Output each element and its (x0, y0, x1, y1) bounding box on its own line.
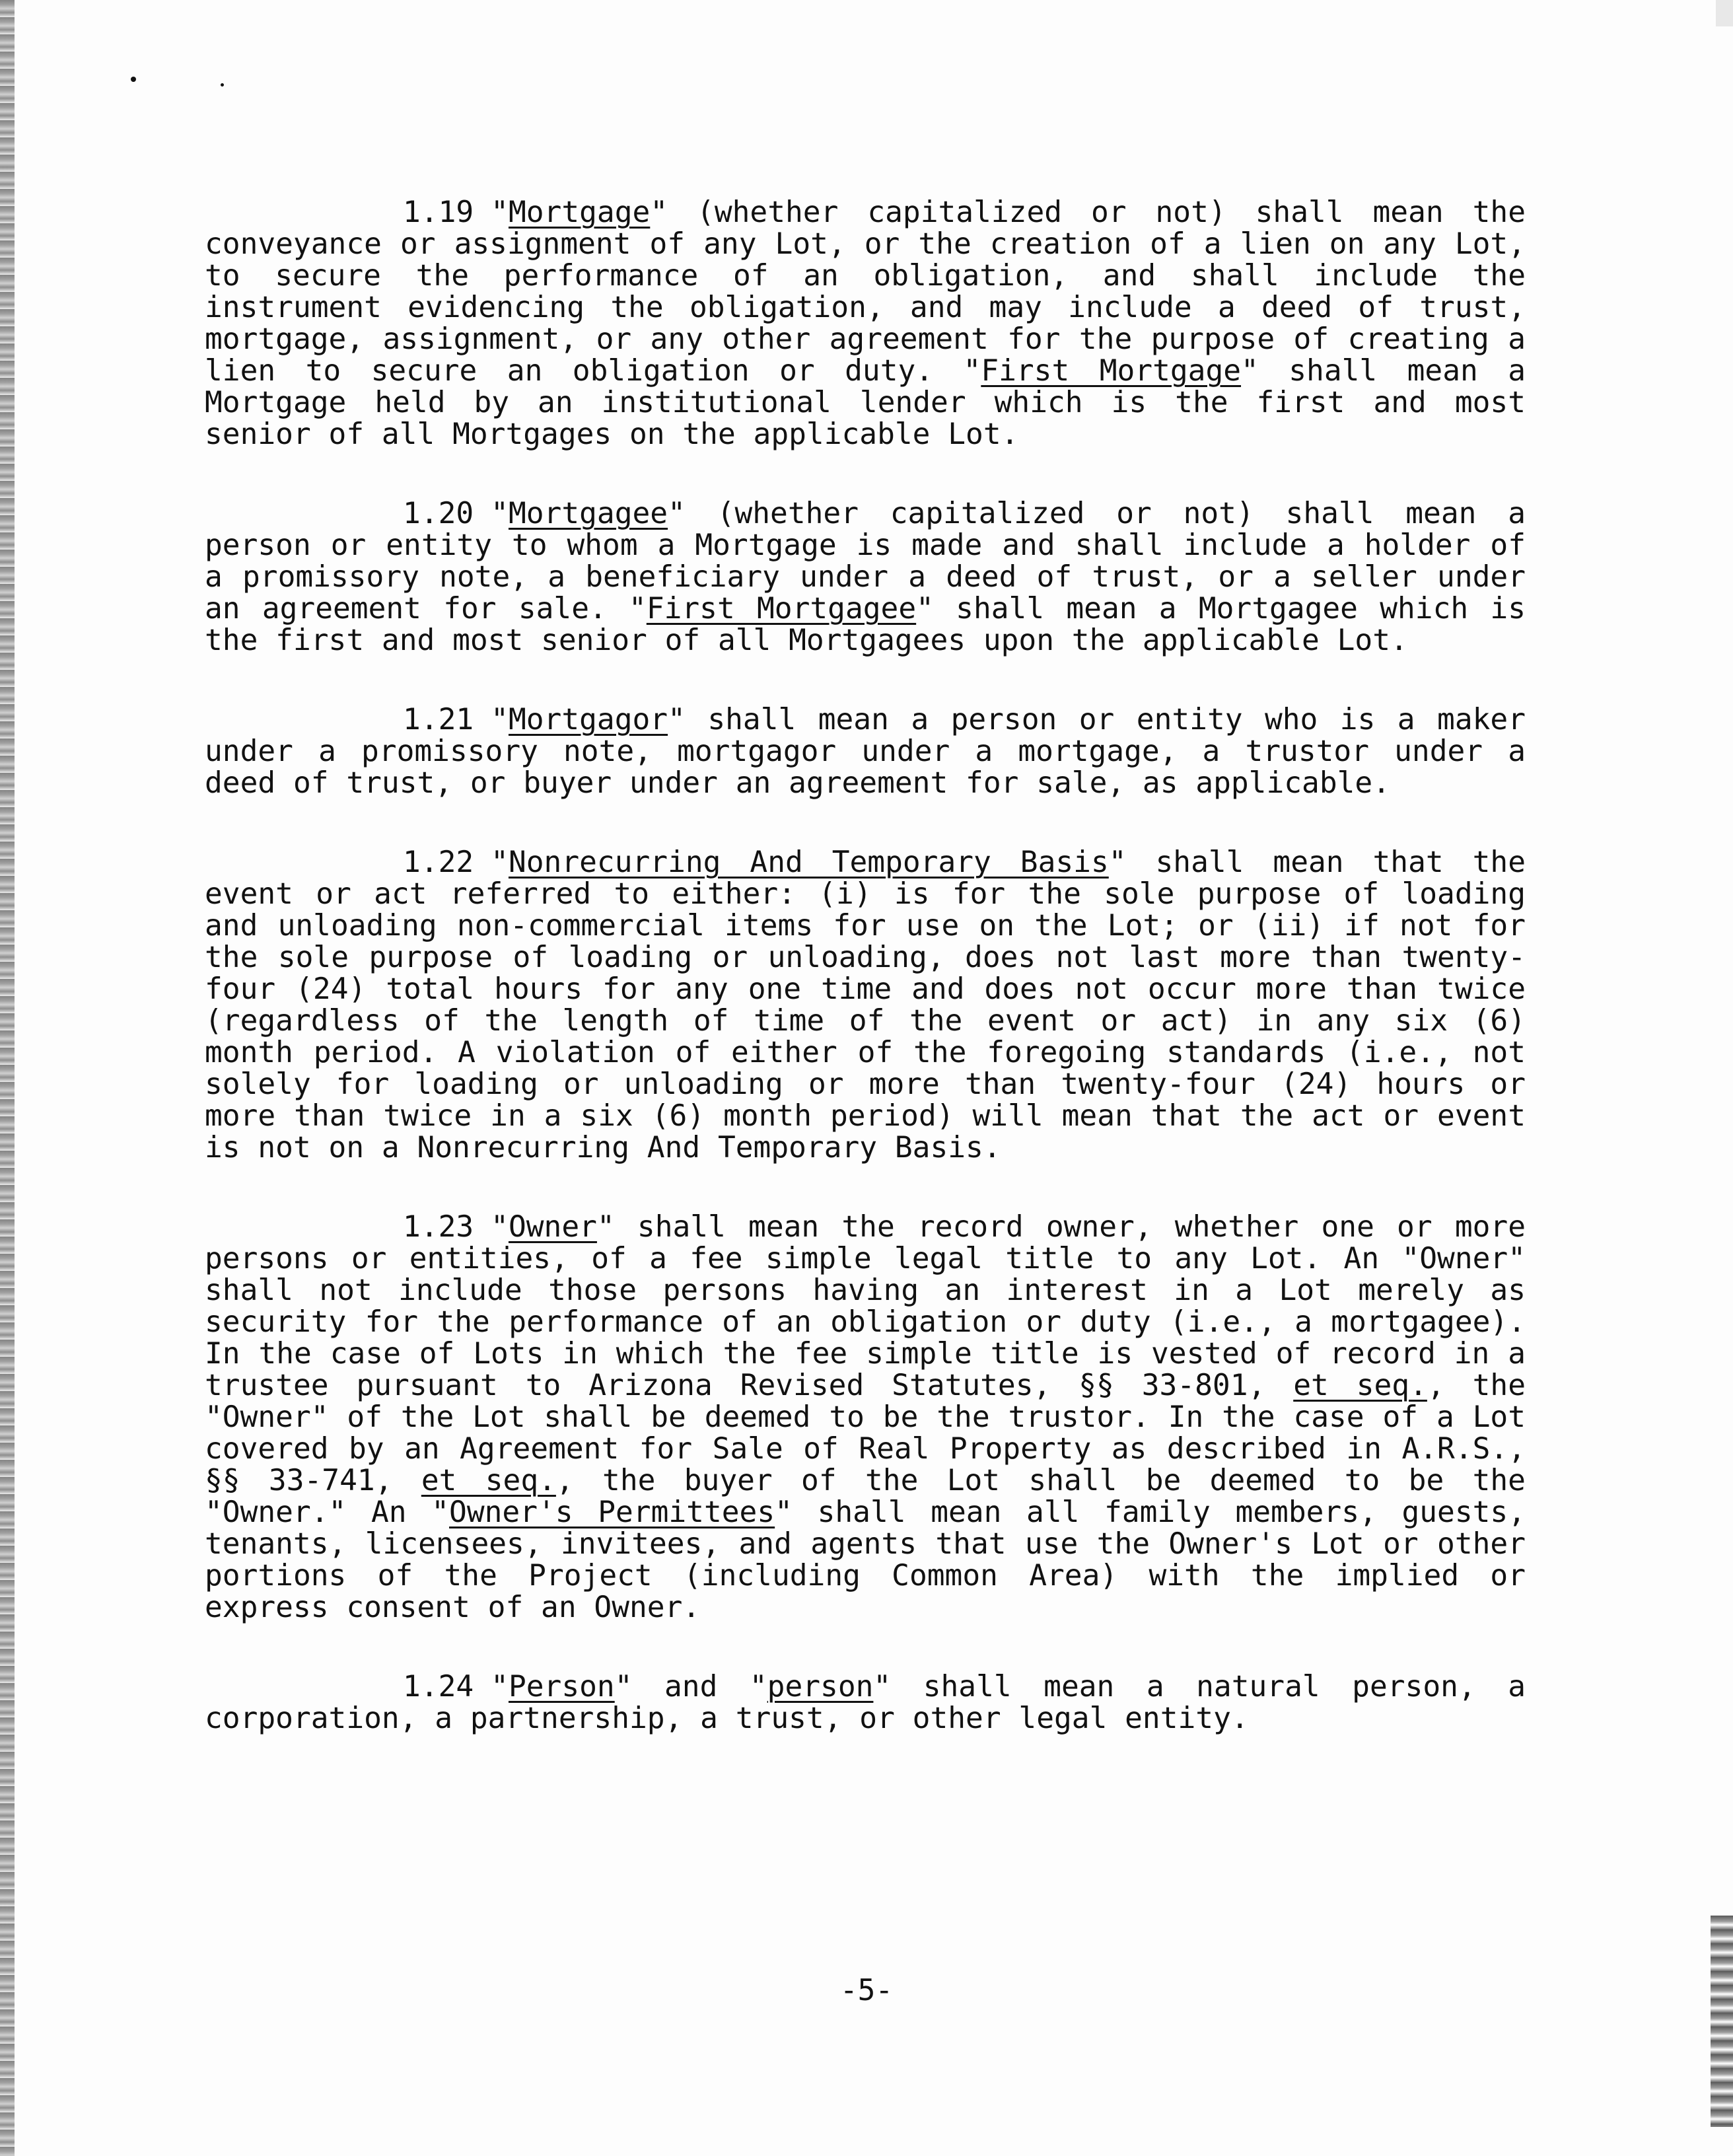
definition-paragraph (205, 1211, 1526, 1624)
definition-paragraph (205, 704, 1526, 799)
paragraph-text: , the buyer of the Lot shall be deemed to be the "Owner." An " (205, 1464, 1526, 1529)
section-number: 1.23 (403, 1210, 474, 1244)
definition-paragraph (205, 1671, 1526, 1735)
definition-paragraph (205, 498, 1526, 657)
paragraph-text: " (491, 1210, 509, 1244)
section-number: 1.19 (403, 196, 474, 229)
paragraph-text: " (491, 1670, 509, 1704)
defined-term: Mortgagee (508, 497, 668, 530)
definition-paragraph (205, 197, 1526, 450)
paragraph-text: " shall mean a Mortgage held by an institutional lender which is the first and most senior of all Mortgages on the applicable Lot. (205, 354, 1526, 451)
scan-speck (221, 83, 224, 87)
paragraph-text: " (491, 497, 509, 530)
scan-edge-right-top (1716, 0, 1733, 26)
definitions-section (205, 197, 1526, 1782)
paragraph-text: " shall mean that the event or act referred to either: (i) is for the sole purpose of loading and unloading non-commercial items for use on the Lot; or (ii) if not for the sole purpose of loading or unloading, does not last more than twenty-four (24) total hours for any one time and does not occur more than twice (regardless of the length of time of the event or act) in any six (6) month period. A violation of either of the foregoing standards (i.e., not solely for loading or unloading or more than twenty-four (24) hours or more than twice in a six (6) month period) will mean that the act or event is not on a Nonrecurring And Temporary Basis. (205, 845, 1526, 1165)
defined-term: Person (508, 1670, 615, 1704)
paragraph-text: " shall mean a person or entity who is a maker under a promissory note, mortgagor under a mortgage, a trustor under a deed of trust, or buyer under an agreement for sale, as applicable. (205, 703, 1526, 800)
scan-speck (131, 77, 136, 82)
paragraph-text: " (491, 703, 509, 737)
paragraph-text: " shall mean the record owner, whether one or more persons or entities, of a fee simple legal title to any Lot. An "Owner" shall not include those persons having an interest in a Lot merely as security for the performance of an obligation or duty (i.e., a mortgagee). In the case of Lots in which the fee simple title is vested of record in a trustee pursuant to Arizona Revised Statutes, §§ 33-801, (205, 1210, 1526, 1402)
defined-term: First Mortgage (981, 354, 1242, 388)
scan-edge-right-bottom (1711, 1916, 1733, 2127)
defined-term: Owner's Permittees (449, 1495, 775, 1529)
defined-term: Mortgage (508, 196, 651, 229)
paragraph-text: " (491, 845, 509, 879)
paragraph-text: " shall mean all family members, guests, tenants, licensees, invitees, and agents that use the Owner's Lot or other portions of the Project (including Common Area) with the implied or express consent of an Owner. (205, 1495, 1526, 1624)
paragraph-text: " (whether capitalized or not) shall mean the conveyance or assignment of any Lot, or the creation of a lien on any Lot, to secure the performance of an obligation, and shall include the instrument evidencing the obligation, and may include a deed of trust, mortgage, assignment, or any other agreement for the purpose of creating a lien to secure an obligation or duty. " (205, 196, 1526, 388)
definition-paragraph (205, 847, 1526, 1164)
defined-term: et seq. (1293, 1369, 1427, 1402)
paragraph-text: " shall mean a natural person, a corporation, a partnership, a trust, or other legal entity. (205, 1670, 1526, 1735)
paragraph-text: " (491, 196, 509, 229)
page-number: -5- (839, 1974, 894, 2007)
defined-term: Owner (508, 1210, 597, 1244)
defined-term: person (767, 1670, 874, 1704)
paragraph-text: " and " (614, 1670, 767, 1704)
section-number: 1.24 (403, 1670, 474, 1704)
scan-edge-left (0, 0, 15, 2156)
section-number: 1.21 (403, 703, 474, 737)
section-number: 1.20 (403, 497, 474, 530)
defined-term: Mortgagor (508, 703, 668, 737)
defined-term: Nonrecurring And Temporary Basis (508, 845, 1109, 879)
section-number: 1.22 (403, 845, 474, 879)
paragraph-text: " (whether capitalized or not) shall mean a person or entity to whom a Mortgage is made and shall include a holder of a promissory note, a beneficiary under a deed of trust, or a seller under an agreement for sale. " (205, 497, 1526, 626)
defined-term: et seq. (421, 1464, 556, 1497)
paragraph-text: " shall mean a Mortgagee which is the first and most senior of all Mortgagees upon the applicable Lot. (205, 592, 1526, 657)
defined-term: First Mortgagee (646, 592, 917, 626)
paragraph-text: , the "Owner" of the Lot shall be deemed to be the trustor. In the case of a Lot covered by an Agreement for Sale of Real Property as described in A.R.S., §§ 33-741, (205, 1369, 1526, 1497)
